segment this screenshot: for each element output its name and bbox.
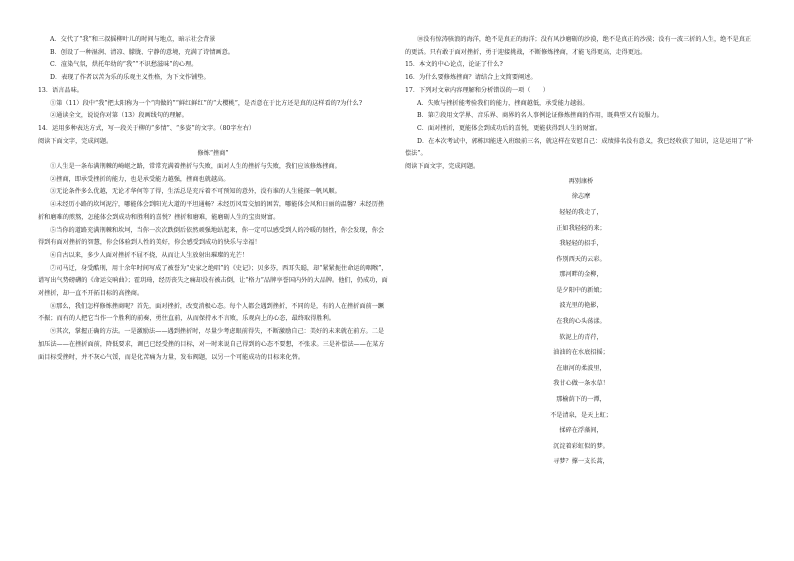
essay-paragraph-8: ⑧那么，我们怎样修炼挫商呢？首先，面对挫折，改变消极心态。每个人都会遇到挫折，不同的是，有的人在挫折面前一蹶不振；而有的人把它当作一个胜利的前奏，勇往直前，从而保持永不言败，乐观向上的心态，最终取得胜利。	[38, 302, 385, 323]
essay-paragraph-7: ⑦司马迁，身受酷刑，用十余年时间写成了被誉为“史家之绝唱”的《史记》；贝多芬，西耳失聪，却“紧紧扼住命运的咽喉”，谱写出气势磅礴的《命运交响曲》；霍玥琦，经历丧失之痛却没有被击倒，让“格力”品牌享誉国内外的大品牌。他们，仍成功，面对挫折，却一直不开拓目标的高挫商。	[38, 264, 388, 298]
essay-title: 修炼“挫商”	[197, 150, 229, 158]
essay-paragraph-4: ④未经历小路的坎坷泥泞，哪能体会到阳光大道的平坦通畅？未经历风雪交加的困苦，哪能体会风和日丽的温馨？未经历挫折和磨难的煎熬，怎能体会到成功和胜利的喜悦？挫折和磨难，能磨砺人生的宝贵财富。	[38, 201, 385, 221]
question-13-part-1: ①第（11）段中“我”把太阳称为一个“肉做的”“鲜红鲜红”的“大樱桃”，是否意在于比方还是真的这样看的?为什么?	[50, 99, 363, 107]
question-13-part-2: ②通读全文，说说你对第（13）段画线句的理解。	[50, 112, 188, 120]
q12-option-d: D．表现了作者以苦为乐的乐观主义性格，为下文作铺垫。	[50, 74, 210, 82]
q12-option-a: A．交代了“我”和三叔摇柳叶儿的时间与地点，暗示社会背景	[50, 36, 216, 43]
poem-line: 正如我轻轻的来；	[556, 224, 606, 232]
left-column	[38, 34, 388, 364]
poem	[405, 174, 757, 470]
q12-option-b: B．创设了一种湿润、清凉、朦胧、宁静的意境，充满了诗情画意。	[50, 48, 234, 56]
essay-paragraph-2: ②挫商，即承受挫折的能力，也是承受能力越强，挫商也就越高。	[50, 175, 230, 183]
question-15: 15．本文的中心论点，论证了什么?	[405, 61, 503, 69]
question-16: 16．为什么要修炼挫商？请结合上文简要阐述。	[405, 74, 537, 82]
read-prompt: 阅读下面文字，完成问题。	[405, 163, 480, 171]
essay-paragraph-9: ⑨其次，掌握正确的方法。一是激励法——遇到挫折时，尽量少考虑眼前得失，不断激励自己：美好的未来就在前方。二是加压法——在挫折面前，降低要求，调已已经受挫的目标，对一时来说自己得到的心态不要想，不张求。三是补偿法——在某方面目标受挫时，并不灰心气馁，而是化苦痛为力量，发布阀题，以另一个可能成功的目标来化替。	[38, 328, 385, 361]
q17-option-d: D．在本次考试中，郭栋因能进入班级前三名，就这样在安慰自己：成绩排名没有意义，我已经收获了知识，这是运用了“补偿法”。	[405, 137, 754, 158]
poem-line: 寻梦？撑一支长蒿，	[553, 458, 609, 466]
right-column	[405, 34, 757, 470]
poem-line: 轻轻的我走了，	[559, 208, 603, 216]
poem-line: 不是清泉，是天上虹；	[550, 411, 612, 419]
poem-line: 那榆荫下的一潭，	[556, 396, 606, 404]
poem-line: 作别西天的云彩。	[556, 255, 606, 263]
q17-option-b: B．第⑦段用文学界、音乐界、商界的名人事例论证修炼挫商的作用，既典型又有说服力。	[417, 112, 663, 120]
read-prompt: 阅读下面文字，完成问题。	[38, 137, 113, 145]
poem-line: 沉淀着彩虹似的梦。	[553, 442, 609, 450]
question-17: 17．下列对文章内容理解和分析错误的一项（ ）	[405, 86, 549, 94]
q12-option-c: C．渲染气氛，烘托年幼的“我”“不识愁滋味”的心理。	[50, 61, 198, 69]
poem-author: 徐志摩	[571, 193, 591, 201]
poem-line: 是夕阳中的新娘；	[556, 286, 606, 294]
poem-line: 在康河的柔波里，	[556, 364, 606, 372]
essay-paragraph-6: ⑥自古以来，多少人面对挫折不屈不挠，从而让人生放射出璀璨的光芒！	[50, 251, 248, 259]
q17-option-a: A．失败与挫折能考验我们的能力，挫商越低，承受能力越弱。	[417, 99, 589, 107]
essay-paragraph-5: ⑤当你的道路充满荆棘和坎坷，当你一次次跌倒后依然顽强地站起来，你一定可以感受到人的冷暖的韧性，你会发现，你会得到有面对挫折的智慧，你会体验到人性的美好，你会感受到成功的快乐与幸福！	[38, 226, 385, 247]
poem-line: 波光里的艳影，	[559, 302, 603, 310]
poem-line: 软泥上的青荇，	[559, 333, 603, 341]
q17-option-c: C．面对挫折，更能体会到成功后的喜悦，更能获得到人生的财富。	[417, 124, 602, 132]
essay-paragraph-3: ③无论条件多么优越，无论才华何等了得，生活总是充斥着不可预知的意外，没有谁的人生能探一帆风顺。	[50, 188, 341, 196]
poem-line: 我轻轻的招手，	[559, 240, 603, 248]
poem-line: 揉碎在浮藻间，	[559, 427, 603, 435]
poem-lines	[405, 205, 757, 470]
question-13: 13．语言品味。	[38, 86, 83, 94]
poem-line: 我甘心做一条水草！	[553, 380, 609, 388]
poem-line: 那河畔的金柳，	[559, 271, 603, 279]
poem-line: 在我的心头荡漾。	[556, 318, 606, 326]
question-14: 14．运用多种表达方式，写一段关于柳的“多情”、“多姿”的文字。（80字左右）	[38, 124, 256, 132]
poem-title: 再别康桥	[568, 177, 594, 185]
essay-paragraph-10: ⑩没有惊涛骇浪的海洋，绝不是真正的海洋；没有风沙磨砺的沙漠，绝不是真正的沙漠；没有一波三折的人生，绝不是真正的更活。只有敢于面对挫折，勇于迎接挑战，不断修炼挫商，才能飞得更高，走得更远。	[405, 36, 752, 56]
poem-line: 油油的在水底招摇；	[553, 349, 609, 357]
essay-paragraph-1: ①人生是一条布满荆棘的崎岖之路，常常充满着挫折与失败，面对人生的挫折与失败，我们应该修炼挫商。	[50, 163, 341, 171]
